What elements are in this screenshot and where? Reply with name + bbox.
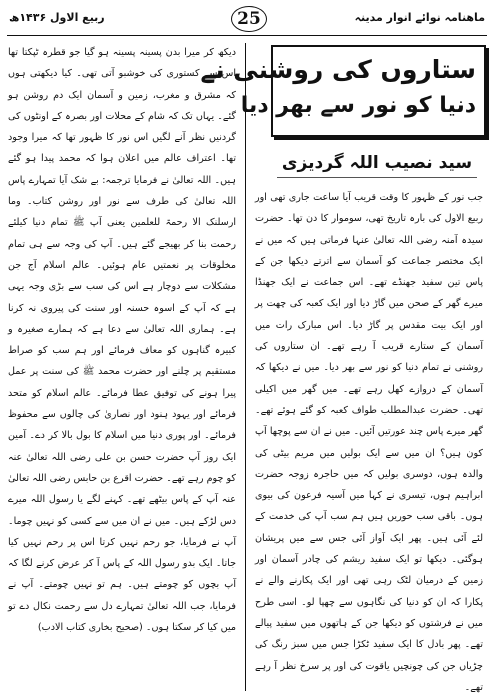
- text-column-right: [255, 187, 483, 691]
- magazine-page: [7, 5, 487, 693]
- issue-date: ربیع الاول ۱۴۳۶ھ: [9, 11, 105, 24]
- page-number: 25: [231, 6, 267, 32]
- page-header: [7, 5, 487, 35]
- article-title-box: [200, 45, 486, 137]
- column-divider: [245, 43, 246, 691]
- article-title-line2: دنیا کو نور سے بھر دیا: [240, 93, 476, 118]
- header-divider: [7, 35, 487, 36]
- paragraph: جب نور کے ظہور کا وقت قریب آیا ساعت جاری تھی اور ربیع الاول کی بارہ تاریخ تھی، سوموار کا دن تھا۔ حضرت سیدہ آمنہ رضی اللہ تعالیٰ عنہا فرماتی ہیں کہ میں نے ایک مختصر جماعت کو آسمان سے اترتے دیکھا جن کے پاس تین سفید جھنڈے تھے۔ اس جماعت نے ایک جھنڈا میرے گھر کے صحن میں گاڑ دیا اور ایک کعبہ کی چھت پر اور ایک بیت مقدس پر گاڑ دیا۔ اس مبارک رات میں آسمان کے ستارے قریب آ رہے تھے۔ ان ستاروں کی روشنی نے تمام دنیا کو نور سے بھر دیا۔ میں نے دیکھا کہ آسمان کے دروازے کھل رہے تھے۔ میں گھر میں اکیلی تھی۔ حضرت عبدالمطلب طواف کعبہ کو گئے ہوئے تھے۔ گھر میرے پاس چند عورتیں آئیں۔ میں نے ان سے پوچھا آپ کون ہیں؟ ان میں سے ایک بولیں میں مریم بیٹی کی والدہ ہوں، دوسری بولیں کہ میں حاجرہ زوجہ حضرت ابراہیم ہوں، تیسری نے کہا میں آسیہ فرعون کی بیوی ہوں۔ باقی سب حوریں ہیں ہم سب آپ کی خدمت کے لئے آئی ہیں۔ پھر ایک آواز آئی جس سے میں پریشان ہوگئی۔ دیکھا تو ایک سفید ریشم کی چادر آسمان اور زمین کے درمیان لٹک رہی تھی اور ایک پکارنے والے نے پکارا کہ ان کو دنیا کی نگاہوں سے چھپا لو۔ اسی طرح میں نے فرشتوں کو دیکھا جن کے ہاتھوں میں سفید پیالے تھے۔ پھر بادل کا ایک سفید ٹکڑا جس میں سبز رنگ کی چڑیاں جن کی چونچیں یاقوت کی اور پر سرخ نظر آ رہے تھے۔: [255, 192, 483, 693]
- magazine-name: ماهنامہ نوائے انوار مدینہ: [354, 11, 485, 24]
- article-title-line1: ستاروں کی روشنی نے: [200, 55, 476, 84]
- author-underline: [277, 177, 477, 178]
- article-author: سید نصیب اللہ گردیزی: [281, 153, 473, 173]
- text-column-left: [8, 42, 236, 690]
- paragraph: دیکھ کر میرا بدن پسینہ پسینہ ہو گیا جو قطرہ ٹپکتا تھا اس سے کستوری کی خوشبو آتی تھی۔ کیا دیکھتی ہوں کہ مشرق و مغرب، زمین و آسمان ایک دم روشن ہو گئے۔ یہاں تک کہ شام کے محلات اور بصرہ کے اونٹوں کی گردنیں نظر آنے لگیں اس نور کا ظہور تھا کہ میرا وجود تھا۔ اعتراف عالم میں اعلان ہوا کہ محمد پیدا ہو گئے ہیں۔ اللہ تعالیٰ نے فرمایا ترجمہ: بے شک آیا تمہارے پاس اللہ تعالیٰ کی طرف سے نور اور روشن کتاب۔ وما ارسلنک الا رحمۃ للعلمین یعنی آپ ﷺ تمام دنیا کیلئے رحمت بنا کر بھیجے گئے ہیں۔ آپ کی وجہ سے ہی تمام مخلوقات پر نعمتیں عام ہوئیں۔ عالم اسلام آج جن مشکلات سے دوچار ہے اس کی سب سے بڑی وجہ یہی ہے کہ آپ کے اسوہ حسنہ اور سنت کی پیروی نہ کرنا ہے۔ ہماری اللہ تعالیٰ سے دعا ہے کہ ہمارے صغیرہ و کبیرہ گناہوں کو معاف فرمائے اور ہم سب کو صراط مستقیم پر چلنے اور حضرت محمد ﷺ کی سنت پر عمل پیرا ہونے کی توفیق عطا فرمائے۔ عالم اسلام کو متحد فرمائے اور یہود ہنود اور نصاریٰ کی چالوں سے محفوظ فرمائے۔ اور پوری دنیا میں اسلام کا بول بالا کر دے۔ آمین ایک روز آپ حضرت حسن بن علی رضی اللہ تعالیٰ عنہ کو چوم رہے تھے۔ حضرت اقرع بن حابس رضی اللہ تعالیٰ عنہ آپ کے پاس بیٹھے تھے۔ کہنے لگے یا رسول اللہ میرے دس لڑکے ہیں۔ میں نے ان میں سے کسی کو نہیں چوما۔ آپ نے فرمایا، جو رحم نہیں کرتا اس پر رحم نہیں کیا جاتا۔ ایک بدو رسول اللہ کے پاس آ کر عرض کرنے لگا کہ آپ بچوں کو چومتے ہیں۔ ہم تو نہیں چومتے۔ آپ نے فرمایا، جب اللہ تعالیٰ تمہارے دل سے رحمت نکال دے تو میں کیا کر سکتا ہوں۔ (صحیح بخاری کتاب الادب): [8, 47, 236, 634]
